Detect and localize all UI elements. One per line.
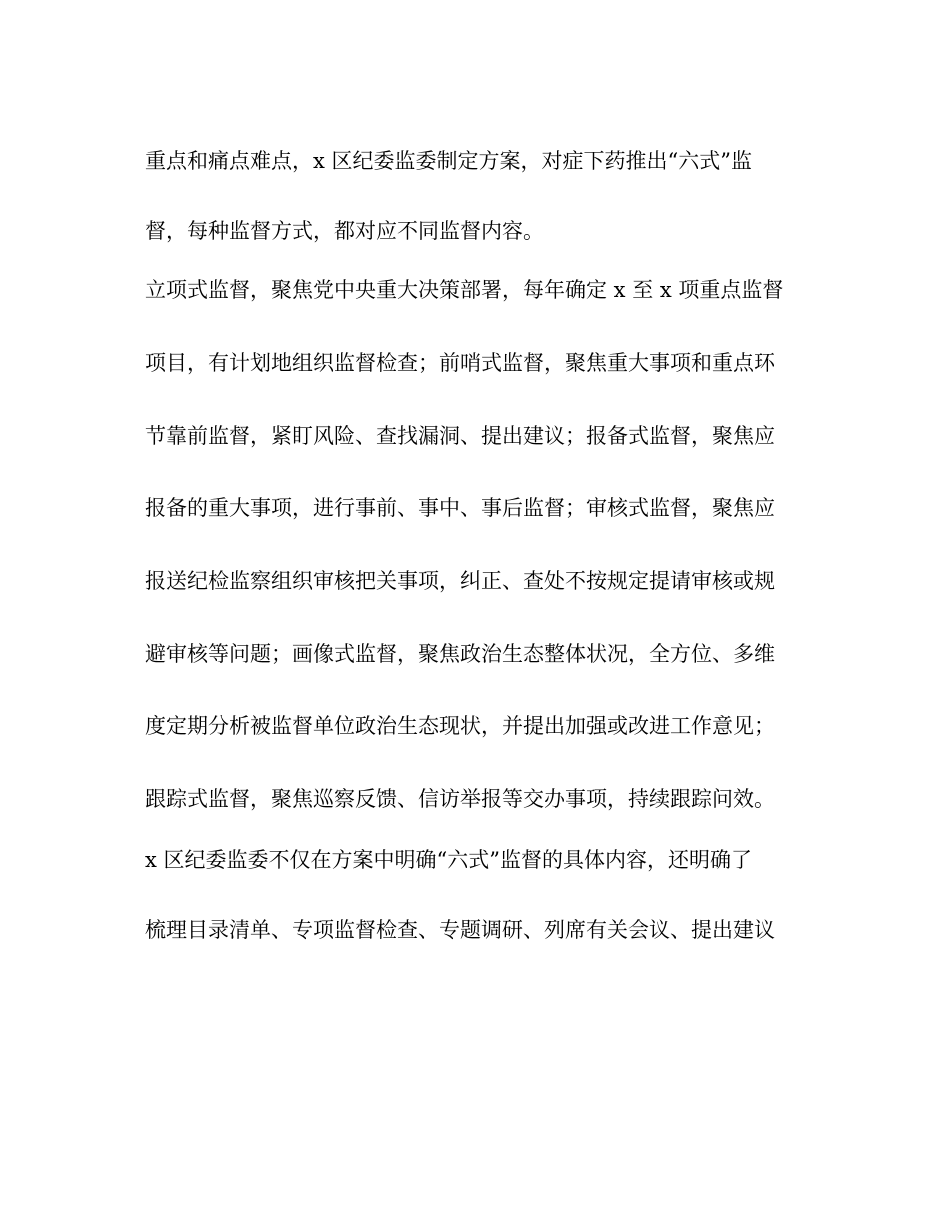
text-line: 避审核等问题；画像式监督，聚焦政治生态整体状况，全方位、多维 — [145, 642, 775, 666]
text-line: 度定期分析被监督单位政治生态现状，并提出加强或改进工作意见； — [145, 714, 775, 738]
text-line: 报送纪检监察组织审核把关事项，纠正、查处不按规定提请审核或规 — [145, 569, 775, 593]
text-line: 跟踪式监督，聚焦巡察反馈、信访举报等交办事项，持续跟踪问效。 — [145, 787, 775, 811]
text-line: 报备的重大事项，进行事前、事中、事后监督；审核式监督，聚焦应 — [145, 496, 775, 520]
text-line: 节靠前监督，紧盯风险、查找漏洞、提出建议；报备式监督，聚焦应 — [145, 424, 775, 448]
text-line: 项目，有计划地组织监督检查；前哨式监督，聚焦重大事项和重点环 — [145, 351, 775, 375]
text-line: 重点和痛点难点，x 区纪委监委制定方案，对症下药推出“六式”监 — [145, 149, 752, 173]
text-line: 督，每种监督方式，都对应不同监督内容。 — [145, 219, 544, 243]
text-line: 梳理目录清单、专项监督检查、专题调研、列席有关会议、提出建议 — [145, 918, 775, 942]
text-line: 立项式监督，聚焦党中央重大决策部署，每年确定 x 至 x 项重点监督 — [145, 278, 784, 302]
text-line: x 区纪委监委不仅在方案中明确“六式”监督的具体内容，还明确了 — [145, 848, 752, 872]
